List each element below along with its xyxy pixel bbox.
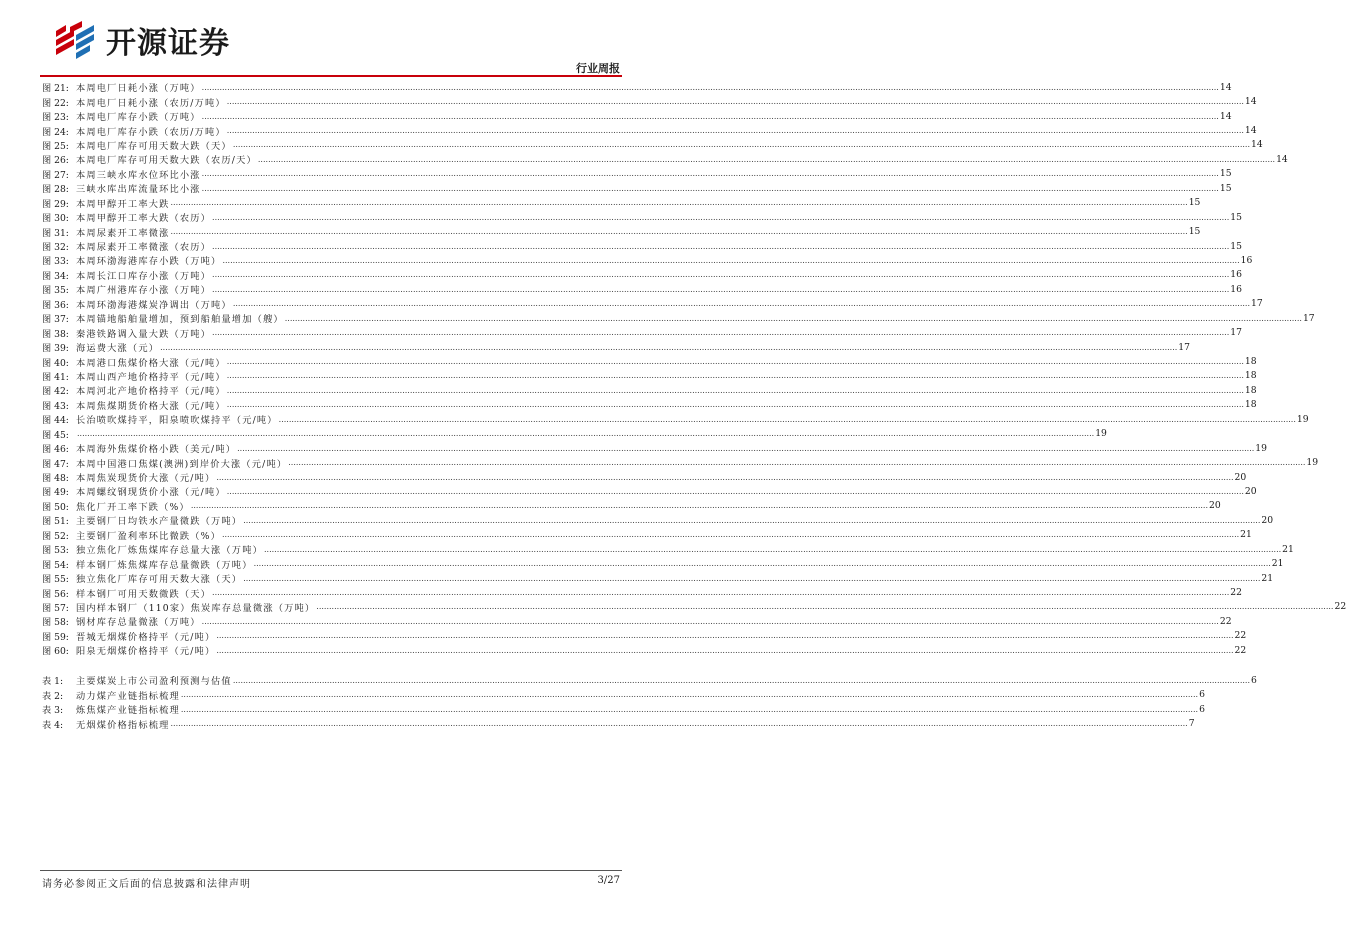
figure-entry-title: 本周山西产地价格持平（元/吨） (76, 371, 226, 383)
dot-leader: ................................................................................................................................................................................................................................................................................................................................................................................................................ (170, 227, 1188, 237)
figure-entry-page: 18 (1244, 370, 1257, 382)
figure-entry-page: 22 (1219, 615, 1232, 627)
figure-entry[interactable] (42, 484, 1257, 499)
figure-entry-label: 图 24: (42, 126, 69, 138)
figure-entry-title: 本周广州港库存小涨（万吨） (76, 285, 212, 297)
figure-entry[interactable] (42, 80, 1232, 95)
figure-entry[interactable] (42, 282, 1242, 297)
figure-entry-title: 钢材库存总量微涨（万吨） (76, 617, 201, 629)
figure-entry[interactable] (42, 354, 1257, 369)
figure-entry[interactable] (42, 297, 1263, 311)
figure-entry-label: 图 52: (42, 530, 69, 542)
figure-entry-label: 图 54: (42, 559, 69, 571)
figure-entry-title: 本周中国港口焦煤(澳洲)到岸价大涨（元/吨） (76, 458, 288, 470)
figure-entry[interactable] (42, 528, 1252, 542)
figure-entry[interactable] (42, 167, 1232, 181)
table-entry-page: 6 (1199, 703, 1205, 715)
figure-entry-page: 21 (1271, 558, 1284, 570)
figure-entry[interactable] (42, 152, 1288, 167)
dot-leader: ................................................................................................................................................................................................................................................................................................................................................................................................................ (212, 241, 1230, 251)
figure-entry-label: 图 44: (42, 415, 69, 427)
figure-entry-title: 国内样本钢厂（110家）焦炭库存总量微涨（万吨） (76, 602, 316, 614)
figure-entry-label: 图 36: (42, 299, 69, 311)
figure-entry-page: 22 (1234, 644, 1247, 656)
dot-leader: ................................................................................................................................................................................................................................................................................................................................................................................................................ (170, 719, 1188, 729)
dot-leader: ................................................................................................................................................................................................................................................................................................................................................................................................................ (226, 385, 1244, 395)
figure-entry-label: 图 32: (42, 242, 69, 254)
figure-entry-title: 独立焦化厂炼焦煤库存总量大涨（万吨） (76, 545, 263, 557)
dot-leader: ................................................................................................................................................................................................................................................................................................................................................................................................................ (201, 169, 1219, 179)
figure-entry-title: 本周尿素开工率微涨（农历） (76, 242, 212, 254)
figure-entry-title: 焦化厂开工率下跌（%） (76, 501, 190, 513)
dot-leader: ................................................................................................................................................................................................................................................................................................................................................................................................................ (222, 255, 1240, 265)
figure-entry-page: 15 (1219, 168, 1232, 180)
figure-entry[interactable] (42, 268, 1242, 282)
figure-entry-page: 17 (1178, 341, 1190, 353)
figure-entry-page: 20 (1234, 471, 1247, 483)
figure-entry-label: 图 51: (42, 516, 69, 528)
figure-entry-page: 17 (1251, 298, 1263, 310)
figure-entry-label: 图 25: (42, 140, 69, 152)
figure-entry[interactable] (42, 138, 1263, 152)
company-name: 开源证券 (106, 26, 230, 61)
dot-leader: ................................................................................................................................................................................................................................................................................................................................................................................................................ (263, 544, 1282, 554)
figure-entry-page: 19 (1296, 413, 1309, 425)
figure-entry[interactable] (42, 181, 1232, 196)
figure-entry-page: 18 (1244, 356, 1257, 368)
figure-entry-label: 图 55: (42, 574, 69, 586)
figure-entry-page: 19 (1095, 428, 1107, 440)
dot-leader: ................................................................................................................................................................................................................................................................................................................................................................................................................ (180, 690, 1199, 700)
figure-entry[interactable] (42, 123, 1257, 138)
table-entry[interactable] (42, 687, 1205, 702)
dot-leader: ................................................................................................................................................................................................................................................................................................................................................................................................................ (201, 111, 1219, 121)
figure-entry[interactable] (42, 109, 1232, 124)
figure-entry-label: 图 27: (42, 169, 69, 181)
figure-entry-label: 图 58: (42, 617, 69, 629)
figure-entry-label: 图 42: (42, 386, 69, 398)
table-entry[interactable] (42, 673, 1257, 688)
dot-leader: ................................................................................................................................................................................................................................................................................................................................................................................................................ (284, 313, 1302, 323)
dot-leader: ................................................................................................................................................................................................................................................................................................................................................................................................................ (212, 328, 1230, 338)
figure-entry-label: 图 50: (42, 501, 69, 513)
dot-leader: ................................................................................................................................................................................................................................................................................................................................................................................................................ (237, 443, 1255, 453)
figure-entry[interactable] (42, 585, 1242, 600)
figure-entry[interactable] (42, 311, 1315, 326)
table-entry-label: 表 1: (42, 676, 64, 688)
table-entry-title: 炼焦煤产业链指标梳理 (76, 705, 180, 717)
dot-leader: ................................................................................................................................................................................................................................................................................................................................................................................................................ (221, 530, 1240, 540)
dot-leader: ................................................................................................................................................................................................................................................................................................................................................................................................................ (160, 342, 1178, 352)
figure-entry[interactable] (42, 556, 1284, 571)
table-entry[interactable] (42, 702, 1205, 717)
figure-entry-page: 20 (1244, 485, 1257, 497)
figure-entry-page: 16 (1230, 269, 1242, 281)
figure-entry-title: 长治喷吹煤持平，阳泉喷吹煤持平（元/吨） (76, 415, 278, 427)
figure-entry[interactable] (42, 224, 1201, 239)
table-entry-page: 6 (1251, 674, 1257, 686)
figure-entry-label: 图 38: (42, 328, 69, 340)
table-index (42, 673, 1257, 731)
figure-entry-title: 本周甲醇开工率大跌（农历） (76, 213, 212, 225)
figure-entry-label: 图 48: (42, 473, 69, 485)
figure-entry-title: 本周甲醇开工率大跌 (76, 198, 170, 210)
footer-divider (40, 870, 622, 871)
figure-entry-label: 图 59: (42, 631, 69, 643)
figure-entry-label: 图 35: (42, 285, 69, 297)
table-entry-label: 表 4: (42, 719, 64, 731)
dot-leader: ................................................................................................................................................................................................................................................................................................................................................................................................................ (226, 97, 1244, 107)
figure-entry-label: 图 60: (42, 646, 69, 658)
figure-entry-label: 图 43: (42, 400, 69, 412)
dot-leader: ................................................................................................................................................................................................................................................................................................................................................................................................................ (190, 501, 1208, 511)
table-entry-label: 表 2: (42, 690, 64, 702)
figure-entry-title: 本周焦煤期货价格大涨（元/吨） (76, 400, 226, 412)
figure-entry-page: 20 (1209, 500, 1221, 512)
figure-entry-label: 图 57: (42, 602, 69, 614)
figure-entry-page: 15 (1230, 211, 1242, 223)
figure-entry-label: 图 28: (42, 184, 69, 196)
figure-entry-label: 图 47: (42, 458, 69, 470)
dot-leader: ................................................................................................................................................................................................................................................................................................................................................................................................................ (232, 140, 1250, 150)
figure-entry-label: 图 41: (42, 371, 69, 383)
dot-leader: ................................................................................................................................................................................................................................................................................................................................................................................................................ (316, 602, 1334, 612)
figure-entry-label: 图 26: (42, 155, 69, 167)
figure-entry-title: 独立焦化厂库存可用天数大涨（天） (76, 574, 243, 586)
dot-leader: ................................................................................................................................................................................................................................................................................................................................................................................................................ (77, 429, 1095, 439)
figure-entry-title: 本周焦炭现货价大涨（元/吨） (76, 473, 216, 485)
figure-index (42, 80, 1346, 658)
figure-entry[interactable] (42, 325, 1242, 340)
dot-leader: ................................................................................................................................................................................................................................................................................................................................................................................................................ (226, 371, 1244, 381)
figure-entry-page: 18 (1244, 399, 1257, 411)
figure-entry[interactable] (42, 643, 1247, 658)
figure-entry-title: 样本钢厂炼焦煤库存总量微跌（万吨） (76, 559, 253, 571)
figure-entry-title: 本周电厂库存小跌（万吨） (76, 112, 201, 124)
figure-entry-label: 图 30: (42, 213, 69, 225)
table-entry-title: 主要煤炭上市公司盈利预测与估值 (76, 676, 232, 688)
page-number: 3/27 (597, 875, 620, 886)
figure-entry-title: 秦港铁路调入量大跌（万吨） (76, 328, 212, 340)
figure-entry-title: 本周电厂库存可用天数大跌（农历/天） (76, 155, 257, 167)
figure-entry-title: 本周尿素开工率微涨 (76, 227, 170, 239)
figure-entry[interactable] (42, 614, 1232, 629)
logo-mark-icon (52, 21, 100, 59)
figure-entry-page: 22 (1234, 630, 1247, 642)
figure-entry-label: 图 23: (42, 112, 69, 124)
figure-entry[interactable] (42, 629, 1247, 643)
figure-entry-title: 本周电厂库存小跌（农历/万吨） (76, 126, 226, 138)
figure-entry-label: 图 22: (42, 97, 69, 109)
figure-entry-page: 17 (1230, 327, 1242, 339)
figure-entry-label: 图 34: (42, 270, 69, 282)
figure-entry[interactable] (42, 600, 1346, 614)
figure-entry-page: 14 (1219, 81, 1232, 93)
dot-leader: ................................................................................................................................................................................................................................................................................................................................................................................................................ (257, 154, 1276, 164)
disclaimer-text: 请务必参阅正文后面的信息披露和法律声明 (42, 879, 251, 890)
dot-leader: ................................................................................................................................................................................................................................................................................................................................................................................................................ (278, 414, 1296, 424)
figure-entry-label: 图 33: (42, 256, 69, 268)
figure-entry[interactable] (42, 253, 1253, 268)
figure-entry[interactable] (42, 369, 1257, 383)
dot-leader: ................................................................................................................................................................................................................................................................................................................................................................................................................ (216, 631, 1234, 641)
figure-entry-page: 22 (1230, 587, 1242, 599)
dot-leader: ................................................................................................................................................................................................................................................................................................................................................................................................................ (212, 212, 1230, 222)
figure-entry-page: 14 (1244, 125, 1257, 137)
dot-leader: ................................................................................................................................................................................................................................................................................................................................................................................................................ (226, 400, 1244, 410)
figure-entry[interactable] (42, 470, 1247, 485)
figure-entry-page: 15 (1188, 197, 1201, 209)
dot-leader: ................................................................................................................................................................................................................................................................................................................................................................................................................ (201, 616, 1219, 626)
table-entry-title: 无烟煤价格指标梳理 (76, 719, 170, 731)
dot-leader: ................................................................................................................................................................................................................................................................................................................................................................................................................ (226, 486, 1244, 496)
figure-entry-title: 本周长江口库存小涨（万吨） (76, 270, 212, 282)
figure-entry-label: 图 31: (42, 227, 69, 239)
figure-entry-label: 图 39: (42, 343, 69, 355)
figure-entry-title: 本周电厂日耗小涨（农历/万吨） (76, 97, 226, 109)
figure-entry-label: 图 40: (42, 357, 69, 369)
table-entry-page: 7 (1188, 718, 1195, 730)
dot-leader: ................................................................................................................................................................................................................................................................................................................................................................................................................ (180, 704, 1199, 714)
figure-entry-title: 三峡水库出库流量环比小涨 (76, 184, 201, 196)
figure-entry-title: 本周三峡水库水位环比小涨 (76, 169, 201, 181)
report-type: 行业周报 (576, 62, 620, 75)
figure-entry-page: 20 (1261, 514, 1274, 526)
dot-leader: ................................................................................................................................................................................................................................................................................................................................................................................................................ (243, 573, 1261, 583)
figure-entry-page: 16 (1240, 254, 1253, 266)
figure-entry-title: 本周电厂库存可用天数大跌（天） (76, 140, 232, 152)
figure-entry-title: 本周环渤海港库存小跌（万吨） (76, 256, 222, 268)
figure-entry-page: 14 (1276, 153, 1288, 165)
figure-entry-title: 本周锚地船舶量增加，预到船舶量增加（艘） (76, 314, 284, 326)
dot-leader: ................................................................................................................................................................................................................................................................................................................................................................................................................ (212, 588, 1230, 598)
figure-entry-page: 15 (1219, 182, 1232, 194)
figure-entry-page: 14 (1251, 139, 1263, 151)
figure-entry-title: 本周海外焦煤价格小跌（美元/吨） (76, 444, 237, 456)
figure-entry[interactable] (42, 398, 1257, 412)
dot-leader: ................................................................................................................................................................................................................................................................................................................................................................................................................ (212, 284, 1230, 294)
figure-entry[interactable] (42, 455, 1319, 470)
figure-entry-label: 图 21: (42, 83, 69, 95)
figure-entry[interactable] (42, 196, 1201, 210)
figure-entry[interactable] (42, 542, 1294, 557)
figure-entry-label: 图 29: (42, 198, 69, 210)
table-entry-page: 6 (1199, 689, 1205, 701)
figure-entry-page: 14 (1244, 96, 1257, 108)
figure-entry[interactable] (42, 499, 1221, 513)
dot-leader: ................................................................................................................................................................................................................................................................................................................................................................................................................ (201, 183, 1219, 193)
figure-entry-title: 本周河北产地价格持平（元/吨） (76, 386, 226, 398)
dot-leader: ................................................................................................................................................................................................................................................................................................................................................................................................................ (226, 126, 1244, 136)
figure-entry[interactable] (42, 427, 1107, 441)
figure-entry-label: 图 56: (42, 588, 69, 600)
figure-entry-label: 图 45: (42, 429, 69, 441)
company-logo (52, 20, 230, 60)
dot-leader: ................................................................................................................................................................................................................................................................................................................................................................................................................ (212, 270, 1230, 280)
dot-leader: ................................................................................................................................................................................................................................................................................................................................................................................................................ (201, 82, 1219, 92)
figure-entry-page: 17 (1302, 312, 1315, 324)
figure-entry[interactable] (42, 210, 1242, 225)
figure-entry-title: 本周港口焦煤价格大涨（元/吨） (76, 357, 226, 369)
figure-entry-title: 主要钢厂日均铁水产量微跌（万吨） (76, 516, 243, 528)
figure-entry-label: 图 37: (42, 314, 69, 326)
figure-entry-title: 晋城无烟煤价格持平（元/吨） (76, 631, 216, 643)
figure-entry-page: 18 (1244, 384, 1257, 396)
figure-entry[interactable] (42, 571, 1274, 586)
figure-entry[interactable] (42, 239, 1242, 254)
table-entry-label: 表 3: (42, 705, 64, 717)
figure-entry[interactable] (42, 383, 1257, 398)
dot-leader: ................................................................................................................................................................................................................................................................................................................................................................................................................ (232, 675, 1250, 685)
figure-entry-page: 15 (1188, 226, 1201, 238)
figure-entry-page: 22 (1334, 601, 1346, 613)
dot-leader: ................................................................................................................................................................................................................................................................................................................................................................................................................ (216, 472, 1234, 482)
figure-entry-page: 14 (1219, 110, 1232, 122)
figure-entry-page: 15 (1230, 240, 1242, 252)
table-entry-title: 动力煤产业链指标梳理 (76, 690, 180, 702)
figure-entry-title: 阳泉无烟煤价格持平（元/吨） (76, 646, 216, 658)
header-divider (40, 75, 622, 77)
figure-entry[interactable] (42, 94, 1257, 109)
figure-entry-page: 21 (1240, 529, 1252, 541)
figure-entry-title: 海运费大涨（元） (76, 343, 160, 355)
figure-entry[interactable] (42, 340, 1190, 355)
figure-entry[interactable] (42, 412, 1309, 427)
dot-leader: ................................................................................................................................................................................................................................................................................................................................................................................................................ (226, 357, 1244, 367)
figure-entry-title: 本周环渤海港煤炭净调出（万吨） (76, 299, 232, 311)
figure-entry[interactable] (42, 513, 1274, 528)
figure-entry-title: 本周螺纹钢现货价小涨（元/吨） (76, 487, 226, 499)
dot-leader: ................................................................................................................................................................................................................................................................................................................................................................................................................ (253, 559, 1271, 569)
figure-entry-page: 21 (1282, 543, 1294, 555)
figure-entry-page: 21 (1261, 572, 1274, 584)
figure-entry-label: 图 46: (42, 444, 69, 456)
dot-leader: ................................................................................................................................................................................................................................................................................................................................................................................................................ (232, 299, 1250, 309)
figure-entry-label: 图 53: (42, 545, 69, 557)
figure-entry-title: 样本钢厂可用天数微跌（天） (76, 588, 212, 600)
dot-leader: ................................................................................................................................................................................................................................................................................................................................................................................................................ (243, 515, 1261, 525)
dot-leader: ................................................................................................................................................................................................................................................................................................................................................................................................................ (216, 645, 1234, 655)
dot-leader: ................................................................................................................................................................................................................................................................................................................................................................................................................ (288, 458, 1306, 468)
figure-entry-title: 本周电厂日耗小涨（万吨） (76, 83, 201, 95)
figure-entry-title: 主要钢厂盈利率环比微跌（%） (76, 530, 221, 542)
table-entry[interactable] (42, 716, 1195, 731)
figure-entry-label: 图 49: (42, 487, 69, 499)
figure-entry[interactable] (42, 441, 1267, 456)
figure-entry-page: 16 (1230, 283, 1242, 295)
figure-entry-page: 19 (1306, 457, 1319, 469)
dot-leader: ................................................................................................................................................................................................................................................................................................................................................................................................................ (170, 198, 1188, 208)
figure-entry-page: 19 (1255, 442, 1267, 454)
